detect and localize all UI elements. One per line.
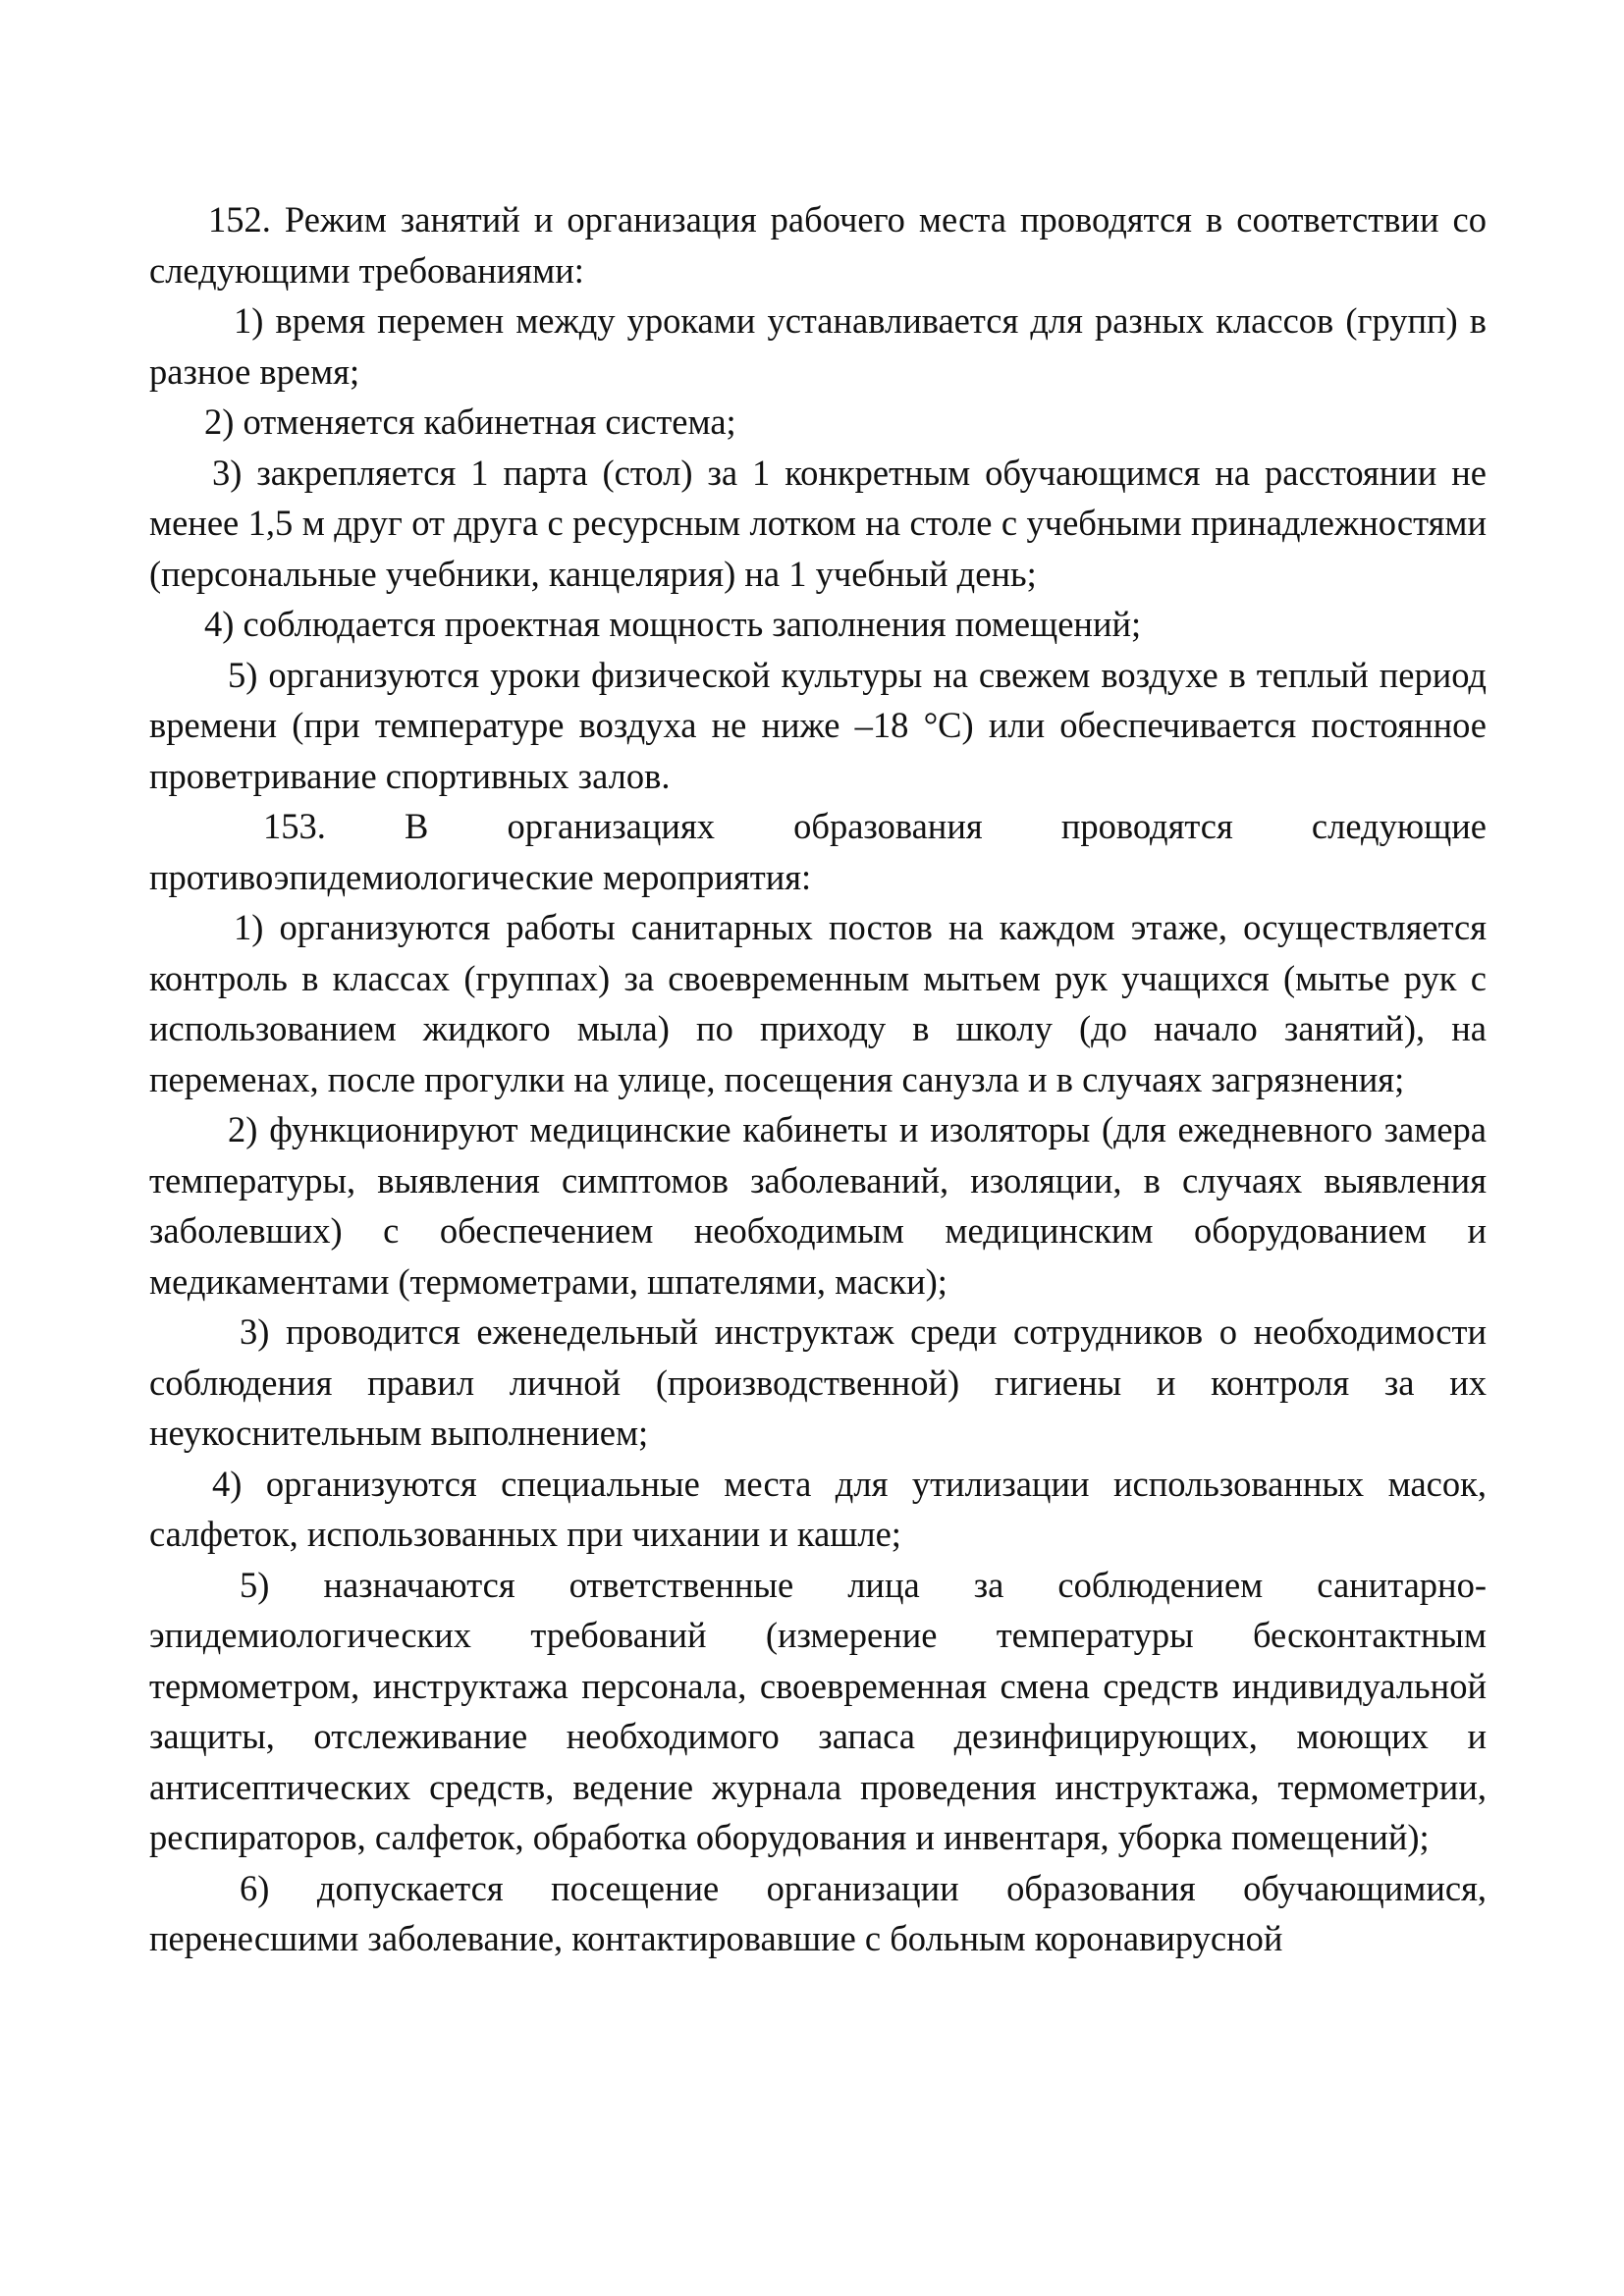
list-item: 6) допускается посещение организации образования обучающимися, перенесшими заболевание, контактировавшие с больным коронавирусной [149, 1867, 1487, 1958]
list-item: 3) проводится еженедельный инструктаж среди сотрудников о необходимости соблюдения правил личной (производственной) гигиены и контроля за их неукоснительным выполнением; [149, 1311, 1487, 1453]
list-item: 1) организуются работы санитарных постов на каждом этаже, осуществляется контроль в классах (группах) за своевременным мытьем рук учащихся (мытье рук с использованием жидкого мыла) по приходу в школу (до начало занятий), на переменах, после прогулки на улице, посещения санузла и в случаях загрязнения; [149, 907, 1487, 1099]
document-page [149, 194, 1487, 1964]
paragraph-152: 152. Режим занятий и организация рабочего места проводятся в соответствии со следующими требованиями: [149, 199, 1487, 291]
list-item: 1) время перемен между уроками устанавливается для разных классов (групп) в разное время; [149, 300, 1487, 392]
list-item: 4) соблюдается проектная мощность заполнения помещений; [204, 604, 1142, 644]
list-item: 5) организуются уроки физической культуры на свежем воздухе в теплый период времени (при температуре воздуха не ниже –18 °С) или обеспечивается постоянное проветривание спортивных залов. [149, 654, 1487, 796]
list-item: 3) закрепляется 1 парта (стол) за 1 конкретным обучающимся на расстоянии не менее 1,5 м друг от друга с ресурсным лотком на столе с учебными принадлежностями (персональные учебники, канцелярия) на 1 учебный день; [149, 452, 1487, 594]
paragraph-153: 153. В организациях образования проводятся следующие противоэпидемиологические мероприятия: [149, 806, 1487, 897]
list-item: 4) организуются специальные места для утилизации использованных масок, салфеток, использованных при чихании и кашле; [149, 1463, 1487, 1554]
list-item: 5) назначаются ответственные лица за соблюдением санитарно-эпидемиологических требований (измерение температуры бесконтактным термометром, инструктажа персонала, своевременная смена средств индивидуальной защиты, отслеживание необходимого запаса дезинфицирующих, моющих и антисептических средств, ведение журнала проведения инструктажа, термометрии, респираторов, салфеток, обработка оборудования и инвентаря, уборка помещений); [149, 1564, 1487, 1857]
list-item: 2) отменяется кабинетная система; [204, 401, 736, 442]
list-item: 2) функционируют медицинские кабинеты и изоляторы (для ежедневного замера температуры, выявления симптомов заболеваний, изоляции, в случаях выявления заболевших) с обеспечением необходимым медицинским оборудованием и медикаментами (термометрами, шпателями, маски); [149, 1109, 1487, 1302]
